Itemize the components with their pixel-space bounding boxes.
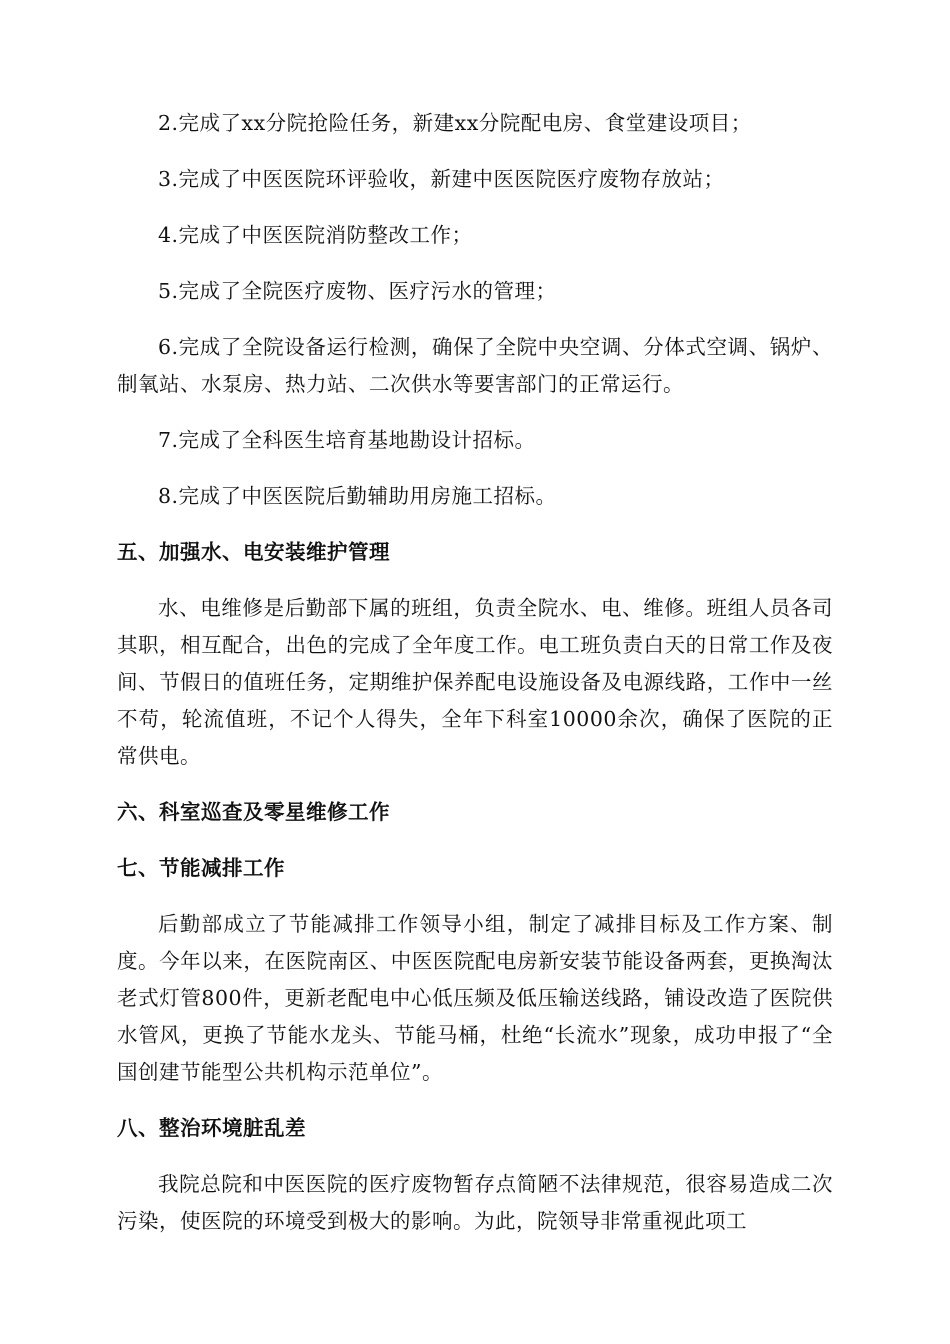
section-body-8: 我院总院和中医医院的医疗废物暂存点简陋不法律规范，很容易造成二次污染，使医院的环境受到极大的影响。为此，院领导非常重视此项工 [117,1172,833,1233]
document-page [117,105,833,1259]
list-item-6: 6.完成了全院设备运行检测，确保了全院中央空调、分体式空调、锅炉、制氧站、水泵房、热力站、二次供水等要害部门的正常运行。 [117,335,833,396]
section-heading-8: 八、整治环境脏乱差 [117,1116,306,1140]
section-heading-7: 七、节能减排工作 [117,856,285,880]
section-body-5: 水、电维修是后勤部下属的班组，负责全院水、电、维修。班组人员各司其职，相互配合，出色的完成了全年度工作。电工班负责白天的日常工作及夜间、节假日的值班任务，定期维护保养配电设施设备及电源线路，工作中一丝不苟，轮流值班，不记个人得失，全年下科室10000余次，确保了医院的正常供电。 [117,596,833,768]
section-heading-6: 六、科室巡查及零星维修工作 [117,800,390,824]
list-item-8: 8.完成了中医医院后勤辅助用房施工招标。 [158,484,557,508]
list-item-2: 2.完成了xx分院抢险任务，新建xx分院配电房、食堂建设项目； [158,111,752,135]
list-item-3: 3.完成了中医医院环评验收，新建中医医院医疗废物存放站； [158,167,725,191]
list-item-4: 4.完成了中医医院消防整改工作； [158,223,473,247]
list-item-7: 7.完成了全科医生培育基地勘设计招标。 [158,428,536,452]
section-body-7: 后勤部成立了节能减排工作领导小组，制定了减排目标及工作方案、制度。今年以来，在医院南区、中医医院配电房新安装节能设备两套，更换淘汰老式灯管800件，更新老配电中心低压频及低压输送线路，铺设改造了医院供水管风，更换了节能水龙头、节能马桶，杜绝“长流水”现象，成功申报了“全国创建节能型公共机构示范单位”。 [117,912,833,1084]
list-item-5: 5.完成了全院医疗废物、医疗污水的管理； [158,279,557,303]
section-heading-5: 五、加强水、电安装维护管理 [117,540,390,564]
